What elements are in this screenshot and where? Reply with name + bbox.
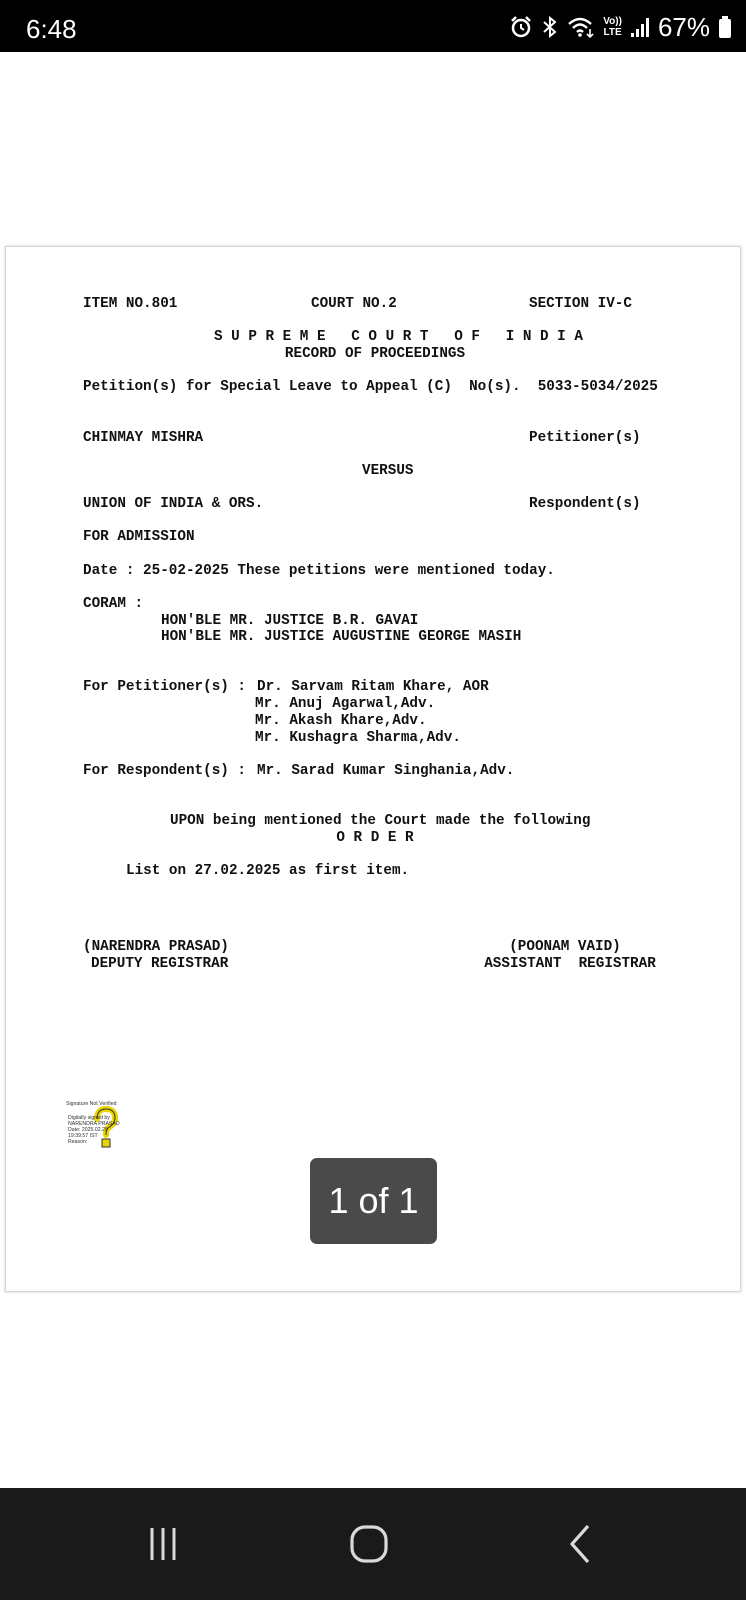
recent-apps-icon	[143, 1524, 183, 1564]
date-line: Date : 25-02-2025 These petitions were mentioned today.	[83, 563, 555, 579]
volte-indicator	[603, 16, 622, 38]
petitioner-name: CHINMAY MISHRA	[83, 430, 204, 446]
coram-judge: HON'BLE MR. JUSTICE AUGUSTINE GEORGE MASIH	[161, 629, 522, 645]
petitioner-counsel: Dr. Sarvam Ritam Khare, AOR	[257, 679, 489, 695]
battery-percent: 67%	[657, 11, 710, 42]
wifi-icon	[567, 15, 595, 39]
bluetooth-icon	[541, 15, 559, 39]
signature-status: Signature Not Verified	[66, 1101, 117, 1107]
recent-apps-button[interactable]	[128, 1512, 198, 1576]
signature-line: Date: 2025.02.25	[68, 1127, 108, 1133]
versus-label: VERSUS	[362, 463, 414, 479]
order-text: List on 27.02.2025 as first item.	[126, 863, 410, 879]
signal-icon	[630, 15, 650, 39]
back-chevron-icon	[560, 1522, 600, 1566]
petition-line: Petition(s) for Special Leave to Appeal (C) No(s). 5033-5034/2025	[83, 379, 658, 395]
signature-line: 19:39:57 IST	[68, 1133, 98, 1139]
petitioner-counsel: Mr. Akash Khare,Adv.	[255, 713, 427, 729]
signature-line: NARENDRA PRASAD	[68, 1121, 120, 1127]
signature-line: Digitally signed by	[68, 1115, 110, 1121]
petitioner-counsel: Mr. Kushagra Sharma,Adv.	[255, 730, 461, 746]
court-name: S U P R E M E C O U R T O F I N D I A	[214, 329, 583, 345]
section-label: SECTION IV-C	[529, 296, 632, 312]
status-bar	[0, 0, 746, 52]
home-icon	[347, 1522, 391, 1566]
back-button[interactable]	[545, 1512, 615, 1576]
alarm-icon	[509, 15, 533, 39]
for-petitioner-label: For Petitioner(s) :	[83, 679, 247, 695]
battery-icon	[718, 15, 732, 39]
navigation-bar	[0, 1488, 746, 1600]
order-heading: O R D E R	[336, 830, 414, 846]
court-number: COURT NO.2	[311, 296, 397, 312]
signature-line: Reason:	[68, 1139, 88, 1145]
respondent-name: UNION OF INDIA & ORS.	[83, 496, 264, 512]
for-respondent-label: For Respondent(s) :	[83, 763, 247, 779]
item-number: ITEM NO.801	[83, 296, 178, 312]
coram-label: CORAM :	[83, 596, 144, 612]
coram-judge: HON'BLE MR. JUSTICE B.R. GAVAI	[161, 613, 419, 629]
signatory-right-name: (POONAM VAID)	[509, 939, 621, 955]
home-button[interactable]	[334, 1512, 404, 1576]
upon-line: UPON being mentioned the Court made the following	[170, 813, 591, 829]
status-time: 6:48	[26, 14, 77, 44]
page-indicator: 1 of 1	[310, 1158, 437, 1244]
signature-details	[68, 1115, 120, 1145]
digital-signature-stamp[interactable]	[66, 1101, 146, 1161]
record-title: RECORD OF PROCEEDINGS	[284, 346, 466, 362]
respondent-counsel: Mr. Sarad Kumar Singhania,Adv.	[257, 763, 515, 779]
respondent-label: Respondent(s)	[529, 496, 641, 512]
document-page[interactable]	[5, 246, 741, 1292]
petitioner-label: Petitioner(s)	[529, 430, 641, 446]
volte-bottom-label: LTE	[603, 27, 622, 38]
purpose-label: FOR ADMISSION	[83, 529, 195, 545]
status-icons	[509, 12, 732, 42]
petitioner-counsel: Mr. Anuj Agarwal,Adv.	[255, 696, 436, 712]
signatory-left-title: DEPUTY REGISTRAR	[91, 956, 229, 972]
signatory-left-name: (NARENDRA PRASAD)	[83, 939, 229, 955]
volte-top-label: Vo))	[603, 16, 622, 27]
signatory-right-title: ASSISTANT REGISTRAR	[484, 956, 656, 972]
